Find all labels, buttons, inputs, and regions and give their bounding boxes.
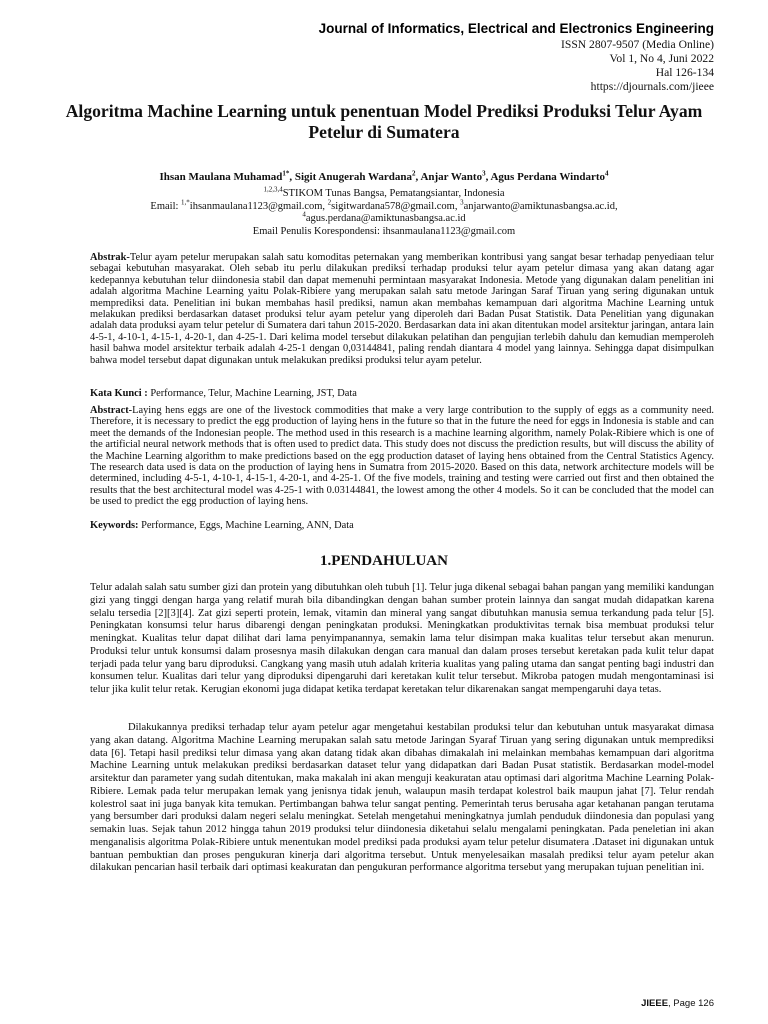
affiliation-marker: 1,2,3,4	[263, 185, 283, 194]
journal-volume: Vol 1, No 4, Juni 2022	[609, 52, 714, 65]
keywords-english-text: Performance, Eggs, Machine Learning, ANN, Data	[141, 520, 354, 531]
corresponding-email: Email Penulis Korespondensi: ihsanmaulana1123@gmail.com	[252, 225, 516, 237]
body-paragraph-1: Telur adalah salah satu sumber gizi dan protein yang dibutuhkan oleh tubuh [1]. Telur juga dikenal sebagai bahan pangan yang memiliki kandungan gizi yang tinggi dengan harga yang relatif murah bila dibandingkan dengan bahan sumber protein lainnya dan sangat mudah didapatkan karena selalu tersedia [2][3][4]. Zat gizi seperti protein, lemak, vitamin dan mineral yang sangat dibutuhkan manusia semua terkandung pada telur [5]. Peningkatan konsumsi telur harus dibarengi dengan peningkatan produksi. Meningkatkan produktivitas ternak bisa membuat produksi telur meningkat. Kualitas telur dapat dilihat dari lama penyimpanannya, semakin lama telur disimpan maka kualitas telur tersebut akan menurun. Produksi telur untuk konsumsi dalam prosesnya masih dilakukan dengan cara manual dan dalam proses tersebut keretakan pada kulit telur dapat terjadi pada telur yang baru diproduksi. Cangkang yang masih utuh adalah kriteria kualitas yang paling utama dan sangat penting bagi industri dan konsumen telur. Kualitas dari telur yang diproduksi dipengaruhi dari keretakan kulit telur tersebut. Mikroba patogen mudah mengontaminasi isi telur jika kulit telur retak. Kerugian ekonomi juga didapat ketika terdapat keretakan telur dikarenakan sangat mempengaruhi daya tetas.	[90, 582, 714, 695]
email-3[interactable]: anjarwanto@amiktunasbangsa.ac.id,	[463, 200, 618, 212]
email-4[interactable]: agus.perdana@amiktunasbangsa.ac.id	[305, 213, 466, 225]
abstract-english-label: Abstract-	[90, 405, 133, 416]
email-4-marker: 4	[302, 210, 306, 219]
paper-title: Algoritma Machine Learning untuk penentuan Model Prediksi Produksi Telur Ayam Petelur di Sumatera	[65, 101, 703, 142]
affiliation-block	[60, 185, 708, 238]
keywords-english	[90, 520, 714, 531]
keywords-indonesian-text: Performance, Telur, Machine Learning, JST, Data	[150, 388, 357, 399]
keywords-english-label: Keywords:	[90, 520, 142, 531]
abstract-indonesian-text: Telur ayam petelur merupakan salah satu komoditas peternakan yang memberikan kontribusi yang sangat besar terhadap penyediaan telur sebagai kebutuhan masyarakat. Oleh sebab itu perlu dilakukan prediksi terhadap produksi telur ayam petelur dimasa yang akan datang agar kedepannya kebutuhan telur diindonesia stabil dan dapat memenuhi permintaan masyarakat Indonesia. Metode yang digunakan dalam penelitian ini adalah algoritma Machine Learning yaitu Polak-Ribiere yang merupakan salah satu metode Jaringan Saraf Tiruan yang sering digunakan untuk memprediksi data. Penelitian ini bukan membahas hasil prediksi, namun akan membahas kemampuan dari algoritma Machine Learning untuk melakukan prediksi berdasarkan dataset produksi telur ayam petelur yang diperoleh dari Badan Pusat Statistik. Data Penelitian yang digunakan adalah data produksi ayam telur petelur di Sumatera dari tahun 2015-2020. Berdasarkan data ini akan ditentukan model arsitektur jaringan, antara lain 4-5-1, 4-10-1, 4-15-1, 4-20-1, dan 4-25-1. Dari kelima model tersebut dilakukan pelatihan dan pengujian terlebih dahulu dan kemudian memperoleh hasil bahwa model arsitektur terbaik adalah 4-25-1 dengan 0,03144841, paling rendah diantara 4 model yang lainnya. Sehingga dapat disimpulkan bahwa model tersebut dapat digunakan untuk melakukan prediksi produksi telur ayam petelur.	[90, 252, 714, 366]
footer-page-number: , Page 126	[668, 998, 714, 1009]
email-1[interactable]: ihsanmaulana1123@gmail.com,	[189, 200, 328, 212]
author-1-marker: 1*	[282, 169, 290, 178]
keywords-indonesian-label: Kata Kunci :	[90, 388, 151, 399]
email-2[interactable]: sigitwardana578@gmail.com,	[331, 200, 461, 212]
journal-header	[274, 20, 714, 94]
footer-journal: JIEEE	[641, 998, 669, 1009]
journal-url[interactable]: https://djournals.com/jieee	[590, 80, 714, 93]
email-line-2	[60, 210, 708, 226]
email-3-marker: 3	[460, 198, 464, 207]
affiliation-institution: STIKOM Tunas Bangsa, Pematangsiantar, Indonesia	[282, 188, 505, 199]
abstract-indonesian-label: Abstrak-	[90, 252, 130, 263]
email-label: Email:	[150, 200, 182, 212]
affiliation-line	[60, 185, 708, 201]
author-3: Anjar Wanto	[420, 171, 483, 183]
journal-issn: ISSN 2807-9507 (Media Online)	[561, 38, 714, 51]
journal-name: Journal of Informatics, Electrical and Electronics Engineering	[318, 21, 714, 36]
section-heading: 1.PENDAHULUAN	[320, 553, 448, 569]
author-list: Ihsan Maulana Muhamad$^{1*}$, Sigit Anugerah Wardana$^2$, Anjar Wanto$^3$, Agus Perdana Windarto$^4$	[159, 169, 609, 183]
author-2: Sigit Anugerah Wardana	[294, 171, 413, 183]
author-3-marker: 3	[482, 169, 486, 178]
abstract-english	[90, 405, 714, 508]
abstract-english-text: Laying hens eggs are one of the livestock commodities that make a very large contribution to the supply of eggs as a community need. Therefore, it is necessary to predict the egg production of laying hens in the future so that in the future the need for eggs in Indonesia is stable and can meet the demands of the Indonesian people. The method used in this research is a machine learning algorithm, namely Polak-Ribiere which is one of the artificial neural network methods that is often used to predict data. This study does not discuss the prediction results, but will discuss the ability of the Machine Learning algorithm to make predictions based on the egg production dataset of laying hens obtained from the Central Statistics Agency. The research data used is data on the production of laying hens in Sumatra from 2015-2020. Based on this data, network architecture models will be determined, including 4-5-1, 4-10-1, 4-15-1, 4-20-1, and 4-25-1. Of the five models, training and testing were carried out first and then obtained the results that the best architectural model was 4-25-1 with 0.03144841, the lowest among the other 4 models. So it can be concluded that the model can be used to predict the egg production of laying hens.	[90, 405, 714, 508]
email-1-marker: 1,*	[181, 198, 190, 207]
body-paragraph-2: Dilakukannya prediksi terhadap telur ayam petelur agar mengetahui kestabilan produksi telur dan kebutuhan untuk masyarakat dimasa yang akan datang. Algoritma Machine Learning merupakan salah satu metode Jaringan Syaraf Tiruan yang sering digunakan untuk memprediksi data [6]. Tetapi hasil prediksi telur dimasa yang akan datang tidak akan dibahas dimakalah ini melainkan membahas kemampuan dari algoritma Machine Learning untuk melakukan prediksi berdasarkan dataset telur yang didapatkan dari Badan Pusat statistik. Berdasarkan model-model arsitektur dan parameter yang sudah ditentukan, maka makalah ini akan menguji keakuratan atau optimasi dari algoritma Machine Learning Polak- Ribiere. Lemak pada telur merupakan lemak yang jenisnya tidak jenuh, walaupun masih terdapat kolestrol baik maupun jahat [7]. Telur rendah kolestrol saat ini juga banyak kita temukan. Pertimbangan bahwa telur sangat penting. Pemerintah terus berusaha agar ketahanan pangan terutama yang bersumber dari produksi dalam negeri selalu meningkat. Setelah mengetahui meningkatnya jumlah penduduk diindonesia dan populasi yang semakin luas. Sejak tahun 2012 hingga tahun 2019 produksi telur diindonesia diketahui selalu mengalami peningkatan. Pada peneletian ini akan menganalisis algoritma Polak-Ribiere untuk menentukan model prediksi pada produksi ayam telur petelur disumatera .Dataset ini digunakan untuk bantuan pembuktian dan proses pengukuran kinerja dari algoritma tersebut. Untuk menyelesaikan masalah prediksi telur ayam petelur akan dilakukan pencarian hasil terbaik dari optimasi keakuratan dan pengukuran performance algoritma tersebut yang merupakan tujuan penelitian ini.	[90, 722, 714, 874]
email-line	[60, 198, 708, 214]
author-1: Ihsan Maulana Muhamad	[159, 171, 283, 183]
author-4: Agus Perdana Windarto	[490, 171, 605, 183]
page-footer	[641, 998, 714, 1010]
author-2-marker: 2	[412, 169, 416, 178]
journal-pages: Hal 126-134	[655, 66, 714, 79]
email-2-marker: 2	[327, 198, 332, 207]
abstract-indonesian	[90, 252, 714, 366]
keywords-indonesian	[90, 388, 714, 399]
author-4-marker: 4	[605, 169, 609, 178]
